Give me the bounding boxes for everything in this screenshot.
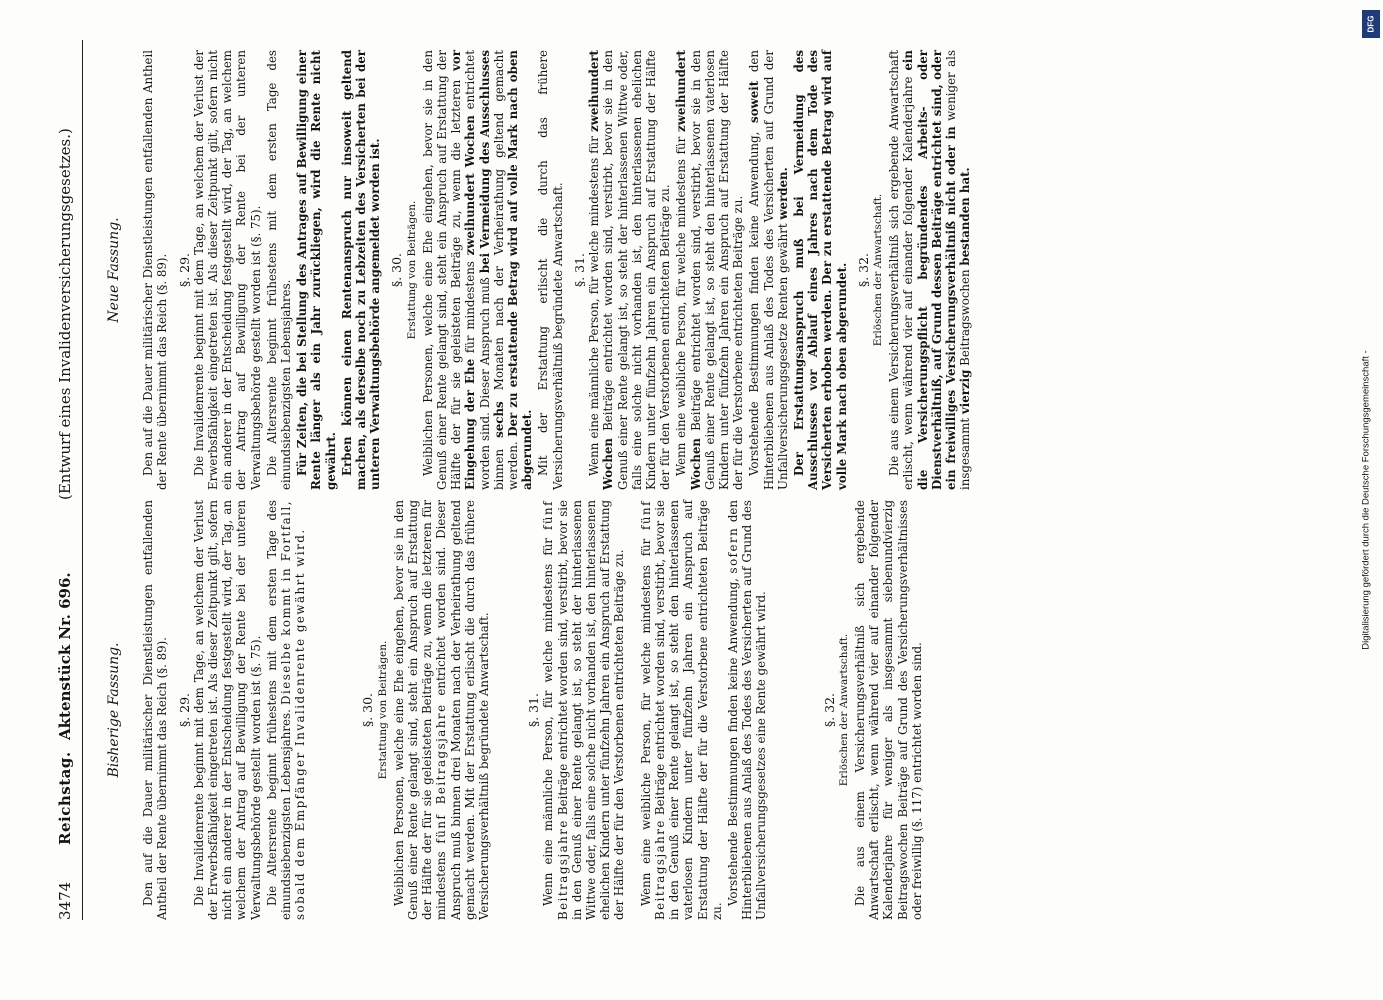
right-s30-p1-b: für mindestens (463, 261, 478, 354)
left-s29-p1: Die Invalidenrente beginnt mit dem Tage, an welchem der Verlust der Erwerbsfähigkeit eingetreten ist. Als dieser Zeitpunkt gilt, sofern nicht ein anderer in der Entscheidung festgestellt wird, der Tag, an welchem der Antrag auf Bewilligung der Rente bei der unteren Verwaltungsbehörde gestellt worden ist (§. 75). (191, 500, 263, 920)
right-s29-p3: Für Zeiten, die bei Stellung des Antrages auf Bewilligung einer Rente länger als ein Jahr zurückliegen, wird die Rente nicht gewährt. (295, 50, 338, 490)
left-column-heading: Bisherige Fassung. (106, 642, 122, 778)
right-s29-title: §. 29. (176, 252, 192, 288)
left-intro: Den auf die Dauer militärischer Dienstleistungen entfallenden Antheil der Rente übernimmt das Reich (§. 89). (141, 500, 170, 920)
right-s29-p4: Erben können einen Rentenanspruch nur insoweit geltend machen, als derselbe noch zu Lebzeiten des Versicherten bei der unteren Verwaltungsbehörde angemeldet worden ist. (339, 50, 383, 490)
left-s31-p3-a: Vorstehende Bestimmungen finden keine Anwendung, (725, 578, 740, 906)
left-s29-p2-text: Die Altersrente beginnt frühestens mit dem ersten Tage des einundsiebenzigsten Lebensjahres. (264, 500, 294, 920)
right-s30-p1-bold-d: sechs (491, 401, 506, 438)
right-s31-p2-b: Beiträge entrichtet worden sind, verstirbt, bevor sie in den Genuß einer Rente gelangt ist, so steht den hinterlassenen vaterlosen Kindern unter fünfzehn Jahren ein Anspruch auf Erstattung der Hälfte der für die Verstorbene entrichteten Beiträge zu. (688, 49, 746, 490)
right-s30-p1-bold-b: zweihundert Wochen (463, 115, 478, 256)
left-s30-p1-b: entrichtet worden sind. Dieser Anspruch muß binnen drei Monaten nach der Verheirathung geltend gemacht werden. Mit der Erstattung erlischt die durch das frühere Versicherungsverhältniß begründete Anwartschaft. (434, 499, 492, 920)
left-s29-title: §. 29. (176, 692, 192, 728)
right-s30-title: §. 30. (389, 252, 405, 288)
right-s32-p1-a: Die aus einem Versicherungsverhältniß sich ergebende Anwartschaft erlischt, wenn während vier auf einander folgender Kalenderjahre (887, 50, 916, 490)
right-s30-p1 (421, 50, 535, 490)
right-column-new-version (95, 50, 974, 490)
right-s32-p1-bold-a: ein die Versicherungspflicht begründendes Arbeits- oder Dienstverhältniß, auf Grund dessen Beiträge entrichtet sind, oder ein freiwilliges Versicherungsverhältniß nicht oder in (901, 50, 958, 490)
left-s31-title: §. 31. (526, 692, 542, 728)
right-s31-p2-a: Wenn eine weibliche Person, für welche mindestens für (674, 136, 689, 476)
left-s30-p1-spaced: fünf Beitragsjahre (434, 703, 449, 844)
institution-name: Reichstag. (56, 751, 74, 845)
right-s30-p1-a: Weiblichen Personen, welche eine Ehe eingehen, bevor sie in den Genuß einer Rente gelangt sind, steht ein Anspruch auf Erstattung der Hälfte der für sie geleisteten Beiträge zu, wenn die letzteren (420, 50, 464, 490)
left-s30-p1-a: Weiblichen Personen, welche eine Ehe eingehen, bevor sie in den Genuß einer Rente gelangt sind, steht ein Anspruch auf Erstattung der Hälfte der für sie geleisteten Beiträge zu, wenn die letzteren für mindestens (391, 500, 449, 920)
left-s32-title: §. 32. (821, 692, 837, 728)
left-column-old-version (95, 500, 926, 920)
left-s31-p3-b: den Hinterbliebenen aus Anlaß des Todes des Versicherten auf Grund des Unfallversicherungsgesetzes eine Rente gewährt wird. (725, 499, 769, 920)
left-s31-p2-a: Wenn eine weibliche Person, für welche mindestens für (638, 538, 653, 906)
right-s31-p4: Der Erstattungsanspruch muß bei Vermeidung des Ausschlusses vor Ablauf eines Jahres nach dem Tode des Versicherten erhoben werden. Der zu erstattende Betrag wird auf volle Mark nach oben abgerundet. (791, 50, 849, 490)
document-title: (Entwurf eines Invalidenversicherungsgesetzes.) (56, 128, 74, 500)
left-s30-p1 (392, 500, 491, 920)
page-header (52, 40, 78, 920)
right-s31-p3-b: den Hinterbliebenen aus Anlaß des Todes des Versicherten auf Grund der Unfallversicherungsgesetze Renten gewährt (747, 49, 790, 490)
right-s31-p3 (747, 50, 790, 490)
document-reference: Aktenstück Nr. 696. (56, 572, 74, 740)
left-s29-p2-spaced: Dieselbe kommt in Fortfall, sobald dem Empfänger Invalidenrente gewährt wird. (279, 500, 308, 920)
right-s32-p1-bold-b: vierzig (958, 369, 973, 415)
right-s30-p1-d: binnen (491, 448, 506, 490)
left-s32-p1: Die aus einem Versicherungsverhältniß sich ergebende Anwartschaft erlischt, wenn während vier auf einander folgender Kalenderjahre für weniger als insgesammt siebenundvierzig Beitragswochen Beiträge auf Grund des Versicherungsverhältnisses oder freiwillig (§. 117) entrichtet worden sind. (852, 500, 924, 920)
right-s32-p1-c: Beitragswochen (958, 269, 973, 366)
right-s30-p1-bold-e: Der zu erstattende Betrag wird auf volle Mark nach oben abgerundet. (506, 50, 535, 490)
left-s29-p2 (265, 500, 308, 920)
right-s31-p3-bold-b: werden. (775, 167, 790, 220)
right-s30-p1-bold-a: vor Eingehung der Ehe (449, 50, 478, 490)
right-intro: Den auf die Dauer militärischer Dienstleistungen entfallenden Antheil der Rente übernimmt das Reich (§. 89). (141, 50, 170, 490)
right-s31-p2 (674, 50, 745, 490)
header-rule (82, 40, 83, 920)
left-s31-p1 (541, 500, 626, 920)
left-s31-p2 (639, 500, 724, 920)
right-s32-p1 (887, 50, 972, 490)
page-number: 3474 (56, 881, 74, 920)
right-s32-title: §. 32. (855, 252, 871, 288)
right-s31-p2-bold: zweihundert Wochen (674, 49, 703, 490)
left-s31-p3 (726, 500, 769, 920)
right-s29-p2: Die Altersrente beginnt frühestens mit dem ersten Tage des einundsiebenzigsten Lebensjahres. (264, 50, 294, 490)
right-s30-p1-e: Monaten nach der Verheirathung geltend gemacht werden. (491, 49, 521, 490)
left-s31-p1-spaced: fünf Beitragsjahre (541, 500, 570, 920)
right-s31-p1 (587, 50, 672, 490)
right-s31-p3-a: Vorstehende Bestimmungen finden keine Anwendung, (747, 131, 762, 476)
left-s31-p1-b: Beiträge entrichtet worden sind, verstirbt, bevor sie in den Genuß einer Rente gelangt ist, so steht der hinterlassenen Wittwe oder, falls eine solche nicht vorhanden ist, den hinterlassenen ehelichen Kindern unter fünfzehn Jahren ein Anspruch auf Erstattung der Hälfte der für den Verstorbenen entrichteten Beiträge zu. (555, 499, 627, 920)
right-s31-title: §. 31. (571, 252, 587, 288)
left-s32-subtitle: Erlöschen der Anwartschaft. (837, 633, 850, 787)
right-s32-p1-b: weniger als insgesammt (943, 50, 973, 490)
right-s32-subtitle: Erlöschen der Anwartschaft. (871, 193, 884, 347)
left-s30-title: §. 30. (360, 692, 376, 728)
digitization-note-text: Digitalisierung gefördert durch die Deutsche Forschungsgemeinschaft - (1360, 350, 1372, 650)
right-s32-p1-bold-c: bestanden hat. (958, 167, 973, 266)
right-s30-p1-c: entrichtet worden sind. Dieser Anspruch muß (463, 50, 492, 490)
right-s30-p2: Mit der Erstattung erlischt die durch das frühere Versicherungsverhältniß begründete Anwartschaft. (536, 50, 565, 490)
right-column-heading: Neue Fassung. (106, 217, 122, 323)
left-s31-p2-spaced: fünf Beitragsjahre (638, 500, 667, 920)
left-s31-p3-spaced: sofern (725, 526, 740, 574)
right-s30-subtitle: Erstattung von Beiträgen. (405, 200, 418, 340)
left-s31-p1-a: Wenn eine männliche Person, für welche mindestens für (541, 538, 556, 906)
dfg-logo (1362, 10, 1380, 38)
right-s30-p1-bold-c: bei Vermeidung des Ausschlusses (477, 50, 492, 274)
dfg-logo-text: DFG (1366, 15, 1376, 33)
left-s30-subtitle: Erstattung von Beiträgen. (376, 640, 389, 780)
right-s31-p1-a: Wenn eine männliche Person, für welche mindestens für (587, 136, 602, 476)
right-s31-p3-bold: soweit (747, 80, 762, 123)
left-s31-p2-b: Beiträge entrichtet worden sind, verstirbt, bevor sie in den Genuß einer Rente gelangt ist, so steht den hinterlassenen vaterlosen Kindern unter fünfzehn Jahren ein Anspruch auf Erstattung der Hälfte der für die Verstorbene entrichteten Beiträge zu. (652, 499, 724, 920)
right-s29-p1: Die Invalidenrente beginnt mit dem Tage, an welchem der Verlust der Erwerbsfähigkeit eingetreten ist. Als dieser Zeitpunkt gilt, sofern nicht ein anderer in der Entscheidung festgestellt wird, der Tag, an welchem der Antrag auf Bewilligung der Rente bei der unteren Verwaltungsbehörde gestellt worden ist (§. 75). (191, 50, 263, 490)
right-s31-p1-bold: zweihundert Wochen (587, 50, 616, 490)
right-s31-p1-b: Beiträge entrichtet worden sind, verstirbt, bevor sie in den Genuß einer Rente gelangt ist, so steht der hinterlassenen Wittwe oder, falls eine solche nicht vorhanden ist, den hinterlassenen ehelichen Kindern unter fünfzehn Jahren ein Anspruch auf Erstattung der Hälfte der für den Verstorbenen entrichteten Beiträge zu. (601, 49, 673, 490)
